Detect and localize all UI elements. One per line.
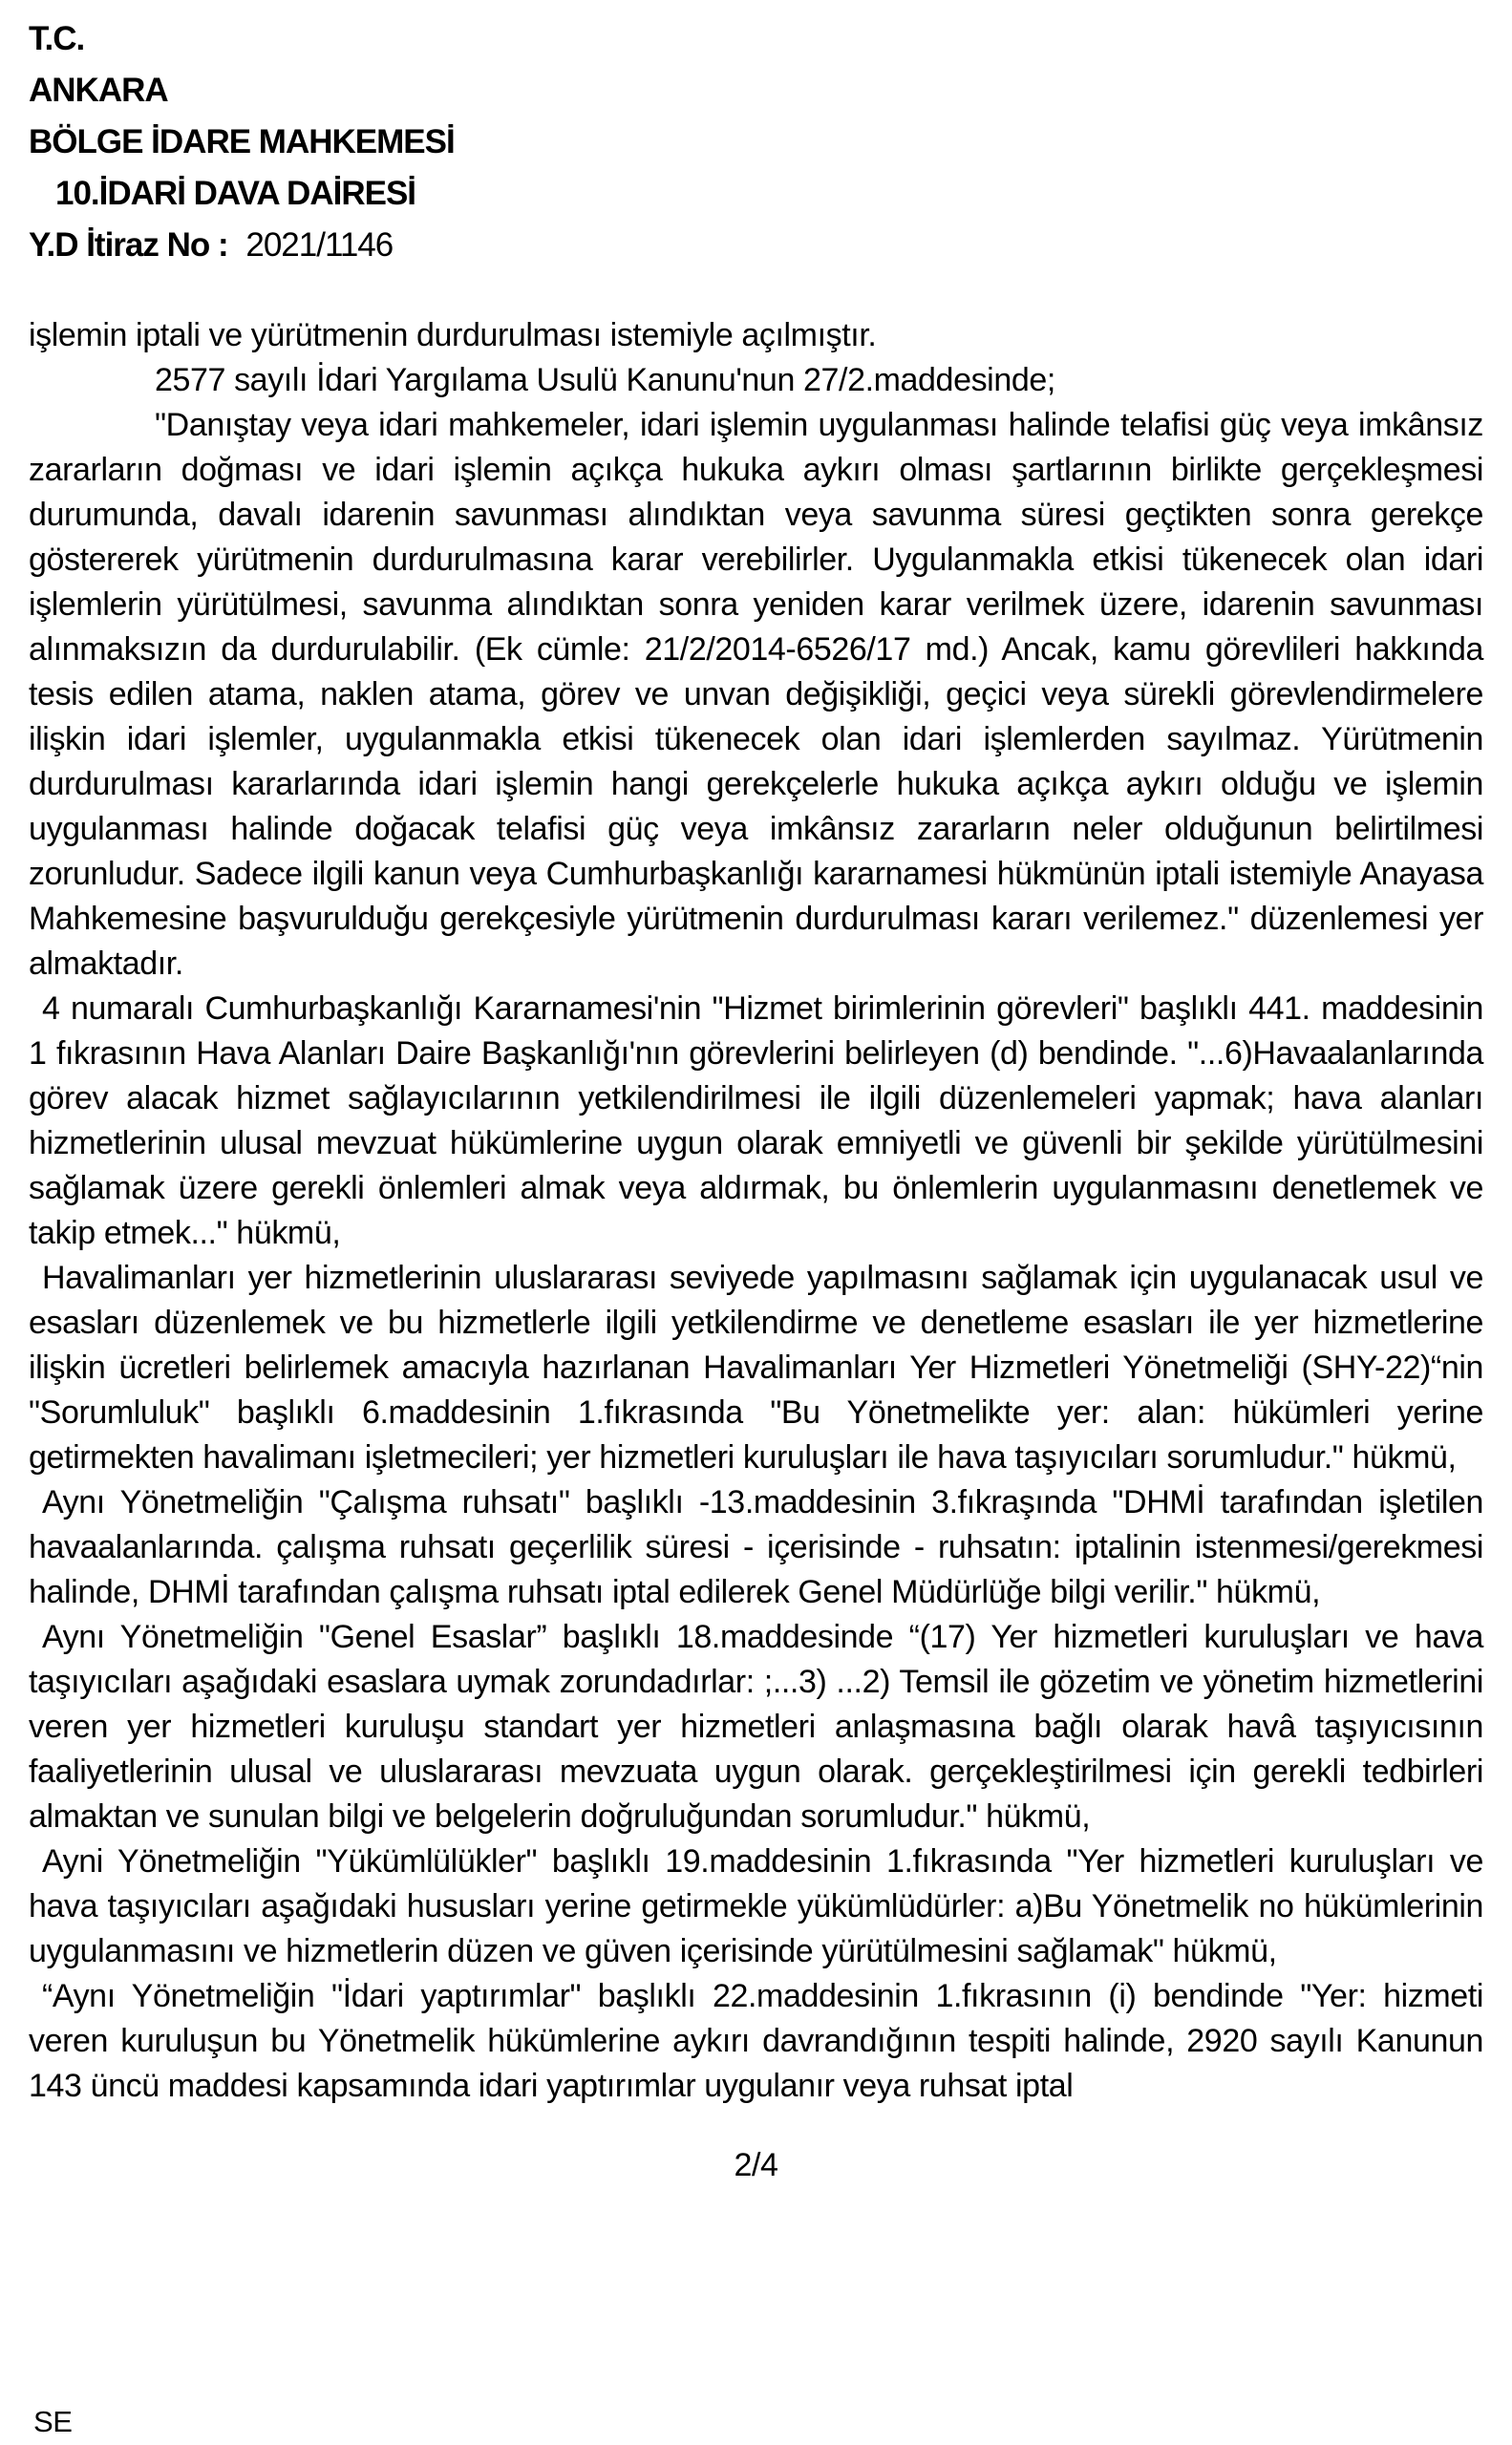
paragraph: 2577 sayılı İdari Yargılama Usulü Kanunu'nun 27/2.maddesinde; xyxy=(155,362,1055,398)
page-number: 2/4 xyxy=(734,2147,778,2183)
document-header xyxy=(29,13,1483,220)
paragraph: “Aynı Yönetmeliğin "İdari yaptırımlar" başlıklı 22.maddesinin 1.fıkrasının (i) bendinde "Yer: hizmeti veren kuruluşun bu Yönetmelik hükümlerine aykırı davrandığının tespiti halinde, 2920 sayılı Kanunun 143 üncü maddesi kapsamında idari yaptırımlar uygulanır veya ruhsat iptal xyxy=(29,1978,1483,2104)
case-number-label: Y.D İtiraz No : xyxy=(29,226,228,264)
paragraph: Aynı Yönetmeliğin "Genel Esaslar” başlıklı 18.maddesinde “(17) Yer hizmetleri kuruluşları ve hava taşıyıcıları aşağıdaki esaslara uymak zorundadırlar: ;...3) ...2) Temsil ile gözetim ve yönetim hizmetlerini veren yer hizmetleri kuruluşu standart yer hizmetleri anlaşmasına bağlı olarak havâ taşıyıcısının faaliyetlerinin ulusal ve uluslararası mevzuata uygun olarak. gerçekleştirilmesi için gerekli tedbirleri almaktan ve sunulan bilgi ve belgelerin doğruluğundan sorumludur." hükmü, xyxy=(29,1619,1483,1835)
header-city: ANKARA xyxy=(29,72,168,109)
header-chamber-name: 10.İDARİ DAVA DAİRESİ xyxy=(55,175,416,212)
paragraph: işlemin iptali ve yürütmenin durdurulması istemiyle açılmıştır. xyxy=(29,317,877,353)
paragraph: Ayni Yönetmeliğin "Yükümlülükler" başlıklı 19.maddesinin 1.fıkrasında "Yer hizmetleri kuruluşları ve hava taşıyıcıları aşağıdaki hususları yerine getirmekle yükümlüdürler: a)Bu Yönetmelik no hükümlerinin uygulanmasını ve hizmetlerin düzen ve güven içerisinde yürütülmesini sağlamak" hükmü, xyxy=(29,1843,1483,1969)
footer-initials: SE xyxy=(33,2405,73,2438)
header-country: T.C. xyxy=(29,20,85,57)
case-number-line xyxy=(29,220,1483,271)
header-court-name: BÖLGE İDARE MAHKEMESİ xyxy=(29,123,455,160)
paragraph: Aynı Yönetmeliğin "Çalışma ruhsatı" başlıklı -13.maddesinin 3.fıkraşında "DHMİ tarafından işletilen havaalanlarında. çalışma ruhsatı geçerlilik süresi - içerisinde - ruhsatın: iptalinin istenmesi/gerekmesi halinde, DHMİ tarafından çalışma ruhsatı iptal edilerek Genel Müdürlüğe bilgi verilir." hükmü, xyxy=(29,1484,1483,1610)
paragraph: Havalimanları yer hizmetlerinin uluslararası seviyede yapılmasını sağlamak için uygulanacak usul ve esasları düzenlemek ve bu hizmetlerle ilgili yetkilendirme ve denetleme esasları ile yer hizmetlerine ilişkin ücretleri belirlemek amacıyla hazırlanan Havalimanları Yer Hizmetleri Yönetmeliği (SHY-22)“nin "Sorumluluk" başlıklı 6.maddesinin 1.fıkrasında "Bu Yönetmelikte yer: alan: hükümleri yerine getirmekten havalimanı işletmecileri; yer hizmetleri kuruluşları ile hava taşıyıcıları sorumludur." hükmü, xyxy=(29,1260,1483,1476)
paragraph: "Danıştay veya idari mahkemeler, idari işlemin uygulanması halinde telafisi güç veya imkânsız zararların doğması ve idari işlemin açıkça hukuka aykırı olması şartlarının birlikte gerçekleşmesi durumunda, davalı idarenin savunması alındıktan veya savunma süresi geçtikten sonra gerekçe göstererek yürütmenin durdurulmasına karar verebilirler. Uygulanmakla etkisi tükenecek olan idari işlemlerin yürütülmesi, savunma alındıktan sonra yeniden karar verilmek üzere, idarenin savunması alınmaksızın da durdurulabilir. (Ek cümle: 21/2/2014-6526/17 md.) Ancak, kamu görevlileri hakkında tesis edilen atama, naklen atama, görev ve unvan değişikliği, geçici veya sürekli görevlendirmelere ilişkin idari işlemler, uygulanmakla etkisi tükenecek olan idari işlemlerden sayılmaz. Yürütmenin durdurulması kararlarında idari işlemin hangi gerekçelerle hukuka açıkça aykırı olduğu ve işlemin uygulanması halinde doğacak telafisi güç veya imkânsız zararların neler olduğunun belirtilmesi zorunludur. Sadece ilgili kanun veya Cumhurbaşkanlığı kararnamesi hükmünün iptali istemiyle Anayasa Mahkemesine başvurulduğu gerekçesiyle yürütmenin durdurulması kararı verilemez." düzenlemesi yer almaktadır. xyxy=(29,407,1483,982)
paragraph: 4 numaralı Cumhurbaşkanlığı Kararnamesi'nin "Hizmet birimlerinin görevleri" başlıklı 441. maddesinin 1 fıkrasının Hava Alanları Daire Başkanlığı'nın görevlerini belirleyen (d) bendinde. "...6)Havaalanlarında görev alacak hizmet sağlayıcılarının yetkilendirilmesi ile ilgili düzenlemeleri yapmak; hava alanları hizmetlerinin ulusal mevzuat hükümlerine uygun olarak emniyetli ve güvenli bir şekilde yürütülmesini sağlamak üzere gerekli önlemleri almak veya aldırmak, bu önlemlerin uygulanmasını denetlemek ve takip etmek..." hükmü, xyxy=(29,990,1483,1251)
decision-body-text xyxy=(29,313,1483,2109)
case-number-value: 2021/1146 xyxy=(245,226,394,264)
